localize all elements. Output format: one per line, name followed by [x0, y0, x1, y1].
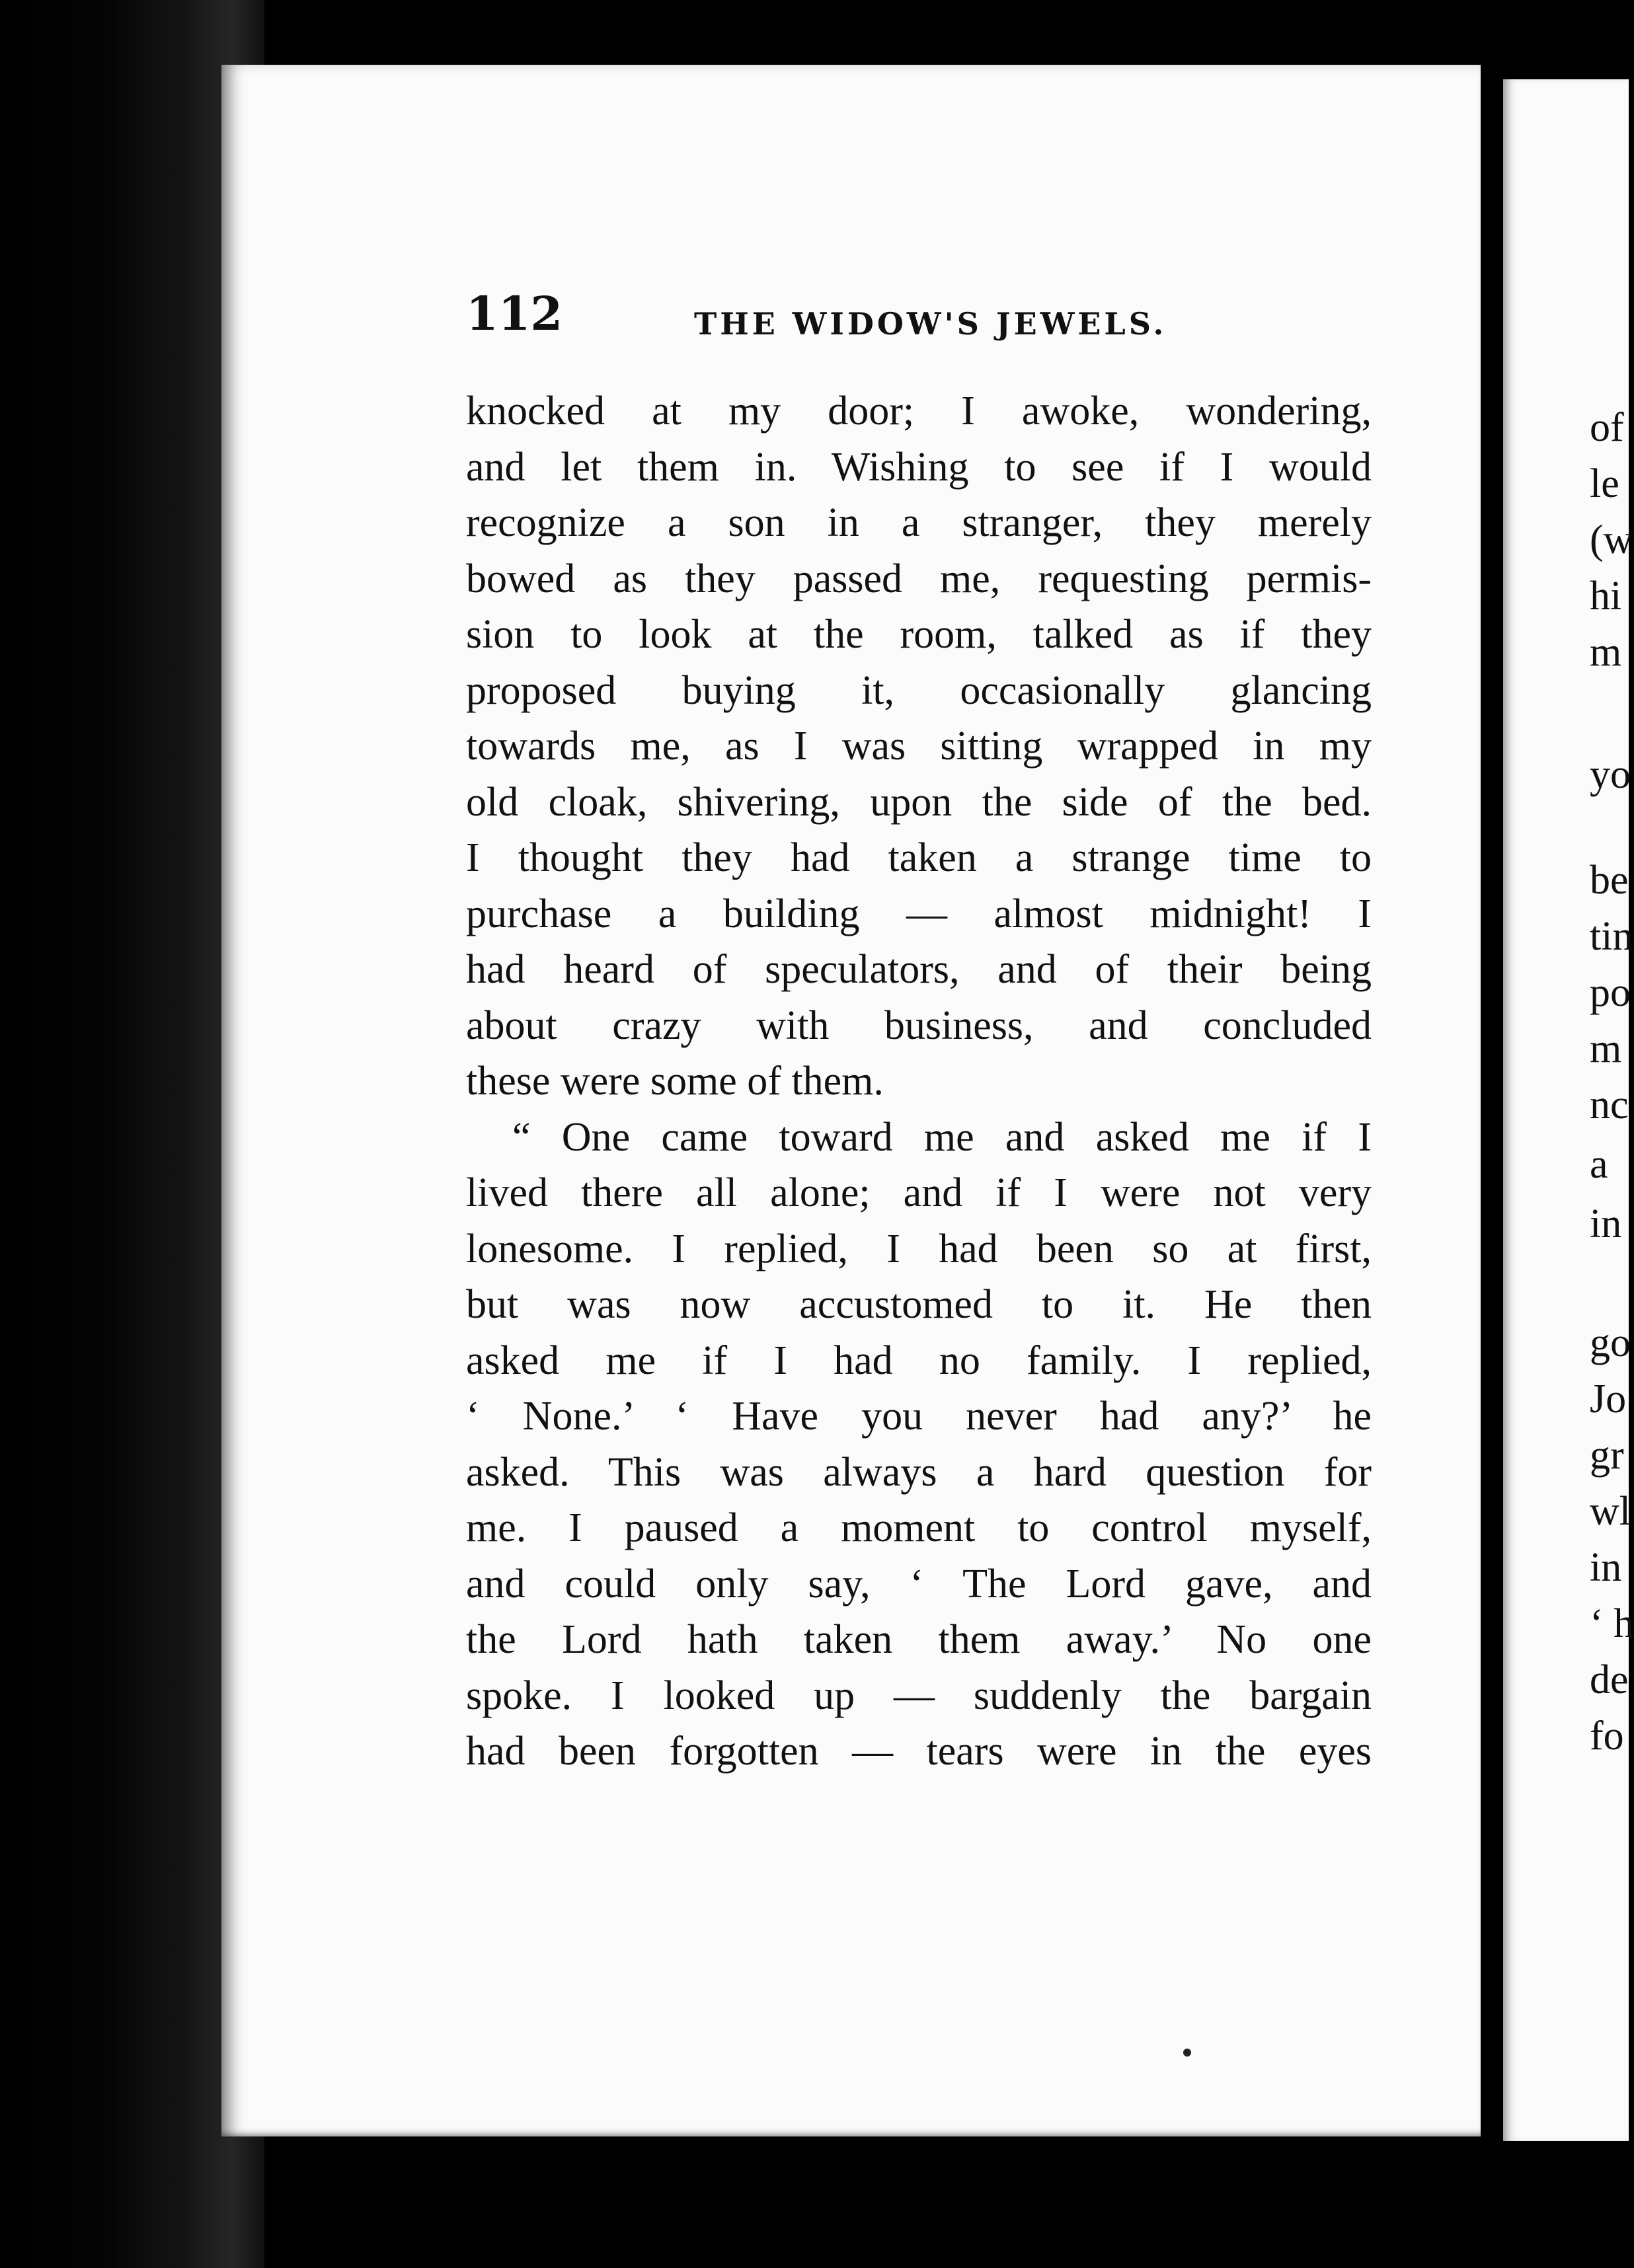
right-page-fragment: le — [1590, 461, 1619, 506]
text-line: lonesome. I replied, I had been so at first, — [466, 1226, 1372, 1271]
text-line: sion to look at the room, talked as if they — [466, 612, 1372, 657]
right-page-fragment: wl — [1590, 1489, 1631, 1534]
text-line: I thought they had taken a strange time to — [466, 835, 1372, 880]
ink-speck — [1183, 2049, 1191, 2057]
right-page-fragment: be — [1590, 858, 1629, 903]
book-gutter — [1481, 65, 1503, 2136]
text-line: me. I paused a moment to control myself, — [466, 1505, 1372, 1550]
text-line: asked me if I had no family. I replied, — [466, 1338, 1372, 1383]
right-page-fragment: tin — [1590, 914, 1633, 959]
page-number: 112 — [466, 286, 563, 341]
text-line: knocked at my door; I awoke, wondering, — [466, 389, 1372, 434]
right-page-fragment: in — [1590, 1201, 1622, 1246]
text-line: purchase a building — almost midnight! I — [466, 891, 1372, 936]
right-page-fragment: m — [1590, 630, 1622, 675]
right-page-fragment: yo — [1590, 752, 1631, 797]
text-line: had been forgotten — tears were in the eyes — [466, 1729, 1372, 1774]
right-page-fragment: de — [1590, 1657, 1629, 1702]
running-title: THE WIDOW'S JEWELS. — [694, 306, 1167, 342]
right-page-fragment: m — [1590, 1026, 1622, 1071]
text-line: but was now accustomed to it. He then — [466, 1282, 1372, 1327]
right-page-fragment: hi — [1590, 574, 1622, 619]
text-line: about crazy with business, and concluded — [466, 1002, 1372, 1048]
text-line: the Lord hath taken them away.’ No one — [466, 1617, 1372, 1662]
right-page-fragment: (w — [1590, 517, 1633, 562]
right-page-fragment: in — [1590, 1545, 1622, 1590]
text-line: had heard of speculators, and of their being — [466, 947, 1372, 992]
text-line: proposed buying it, occasionally glancing — [466, 667, 1372, 713]
body-text — [466, 383, 1372, 1780]
right-page-fragment: of — [1590, 405, 1624, 450]
right-page-fragment: Jo — [1590, 1377, 1627, 1421]
right-page-fragment: go — [1590, 1320, 1631, 1365]
right-page-fragment: fo — [1590, 1714, 1624, 1758]
text-line: and let them in. Wishing to see if I would — [466, 444, 1372, 490]
text-line: towards me, as I was sitting wrapped in my — [466, 724, 1372, 769]
text-line: lived there all alone; and if I were not very — [466, 1170, 1372, 1215]
text-line: these were some of them. — [466, 1059, 884, 1104]
right-page-fragment: ‘ h — [1590, 1601, 1634, 1646]
text-line: ‘ None.’ ‘ Have you never had any?’ he — [466, 1394, 1372, 1439]
right-page-fragment: a — [1590, 1142, 1608, 1187]
text-line: bowed as they passed me, requesting permis- — [466, 556, 1372, 601]
right-page-fragment: gr — [1590, 1433, 1624, 1478]
text-line: “ One came toward me and asked me if I — [512, 1114, 1372, 1160]
right-page-fragment: po — [1590, 970, 1631, 1015]
page-header — [466, 281, 1372, 360]
text-line: old cloak, shivering, upon the side of the bed. — [466, 779, 1372, 825]
text-line: asked. This was always a hard question for — [466, 1449, 1372, 1495]
right-page-fragment: nc — [1590, 1082, 1629, 1127]
text-line: spoke. I looked up — suddenly the bargain — [466, 1673, 1372, 1718]
text-line: recognize a son in a stranger, they merely — [466, 500, 1372, 545]
text-line: and could only say, ‘ The Lord gave, and — [466, 1561, 1372, 1606]
